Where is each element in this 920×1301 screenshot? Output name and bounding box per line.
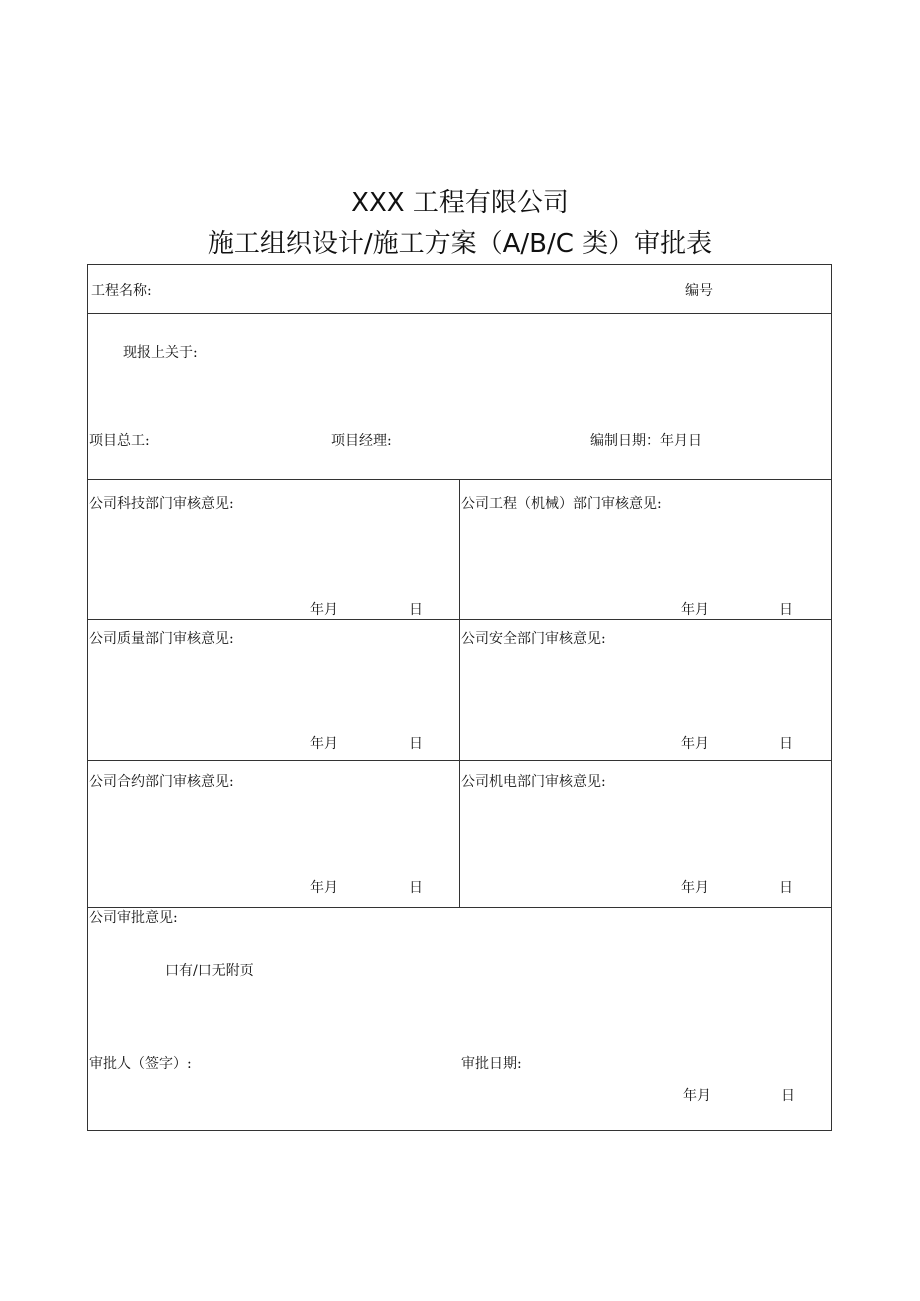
prepared-date-label: 编制日期：年月日 <box>590 433 702 449</box>
form-title: 施工组织设计/施工方案（A/B/C 类）审批表 <box>207 229 713 259</box>
chief-engineer-label: 项目总工: <box>89 433 150 449</box>
eng-dept-year-month: 年月 <box>681 602 709 618</box>
tech-dept-day: 日 <box>409 602 423 618</box>
company-title: XXX 工程有限公司 <box>351 188 569 218</box>
tech-dept-year-month: 年月 <box>310 602 338 618</box>
quality-dept-review-label: 公司质量部门审核意见: <box>89 631 234 647</box>
contract-dept-day: 日 <box>409 880 423 896</box>
quality-dept-year-month: 年月 <box>310 736 338 752</box>
approval-date-label: 审批日期: <box>461 1056 522 1072</box>
company-approval-label: 公司审批意见: <box>89 910 178 926</box>
project-name-label: 工程名称: <box>91 283 152 299</box>
number-label: 编号 <box>685 283 713 299</box>
mep-dept-year-month: 年月 <box>681 880 709 896</box>
column-divider <box>459 479 460 907</box>
eng-dept-day: 日 <box>779 602 793 618</box>
report-label: 现报上关于: <box>123 345 198 361</box>
safety-dept-day: 日 <box>779 736 793 752</box>
attachment-option: 口有/口无附页 <box>165 963 254 979</box>
approval-year-month: 年月 <box>683 1088 711 1104</box>
mep-dept-review-label: 公司机电部门审核意见: <box>461 774 606 790</box>
eng-dept-review-label: 公司工程（机械）部门审核意见: <box>461 496 662 512</box>
row-divider-5 <box>87 907 832 908</box>
contract-dept-year-month: 年月 <box>310 880 338 896</box>
contract-dept-review-label: 公司合约部门审核意见: <box>89 774 234 790</box>
tech-dept-review-label: 公司科技部门审核意见: <box>89 496 234 512</box>
approval-day: 日 <box>781 1088 795 1104</box>
mep-dept-day: 日 <box>779 880 793 896</box>
row-divider-1 <box>87 313 832 314</box>
project-manager-label: 项目经理: <box>331 433 392 449</box>
safety-dept-review-label: 公司安全部门审核意见: <box>461 631 606 647</box>
safety-dept-year-month: 年月 <box>681 736 709 752</box>
approver-signature-label: 审批人（签字）: <box>89 1056 192 1072</box>
quality-dept-day: 日 <box>409 736 423 752</box>
